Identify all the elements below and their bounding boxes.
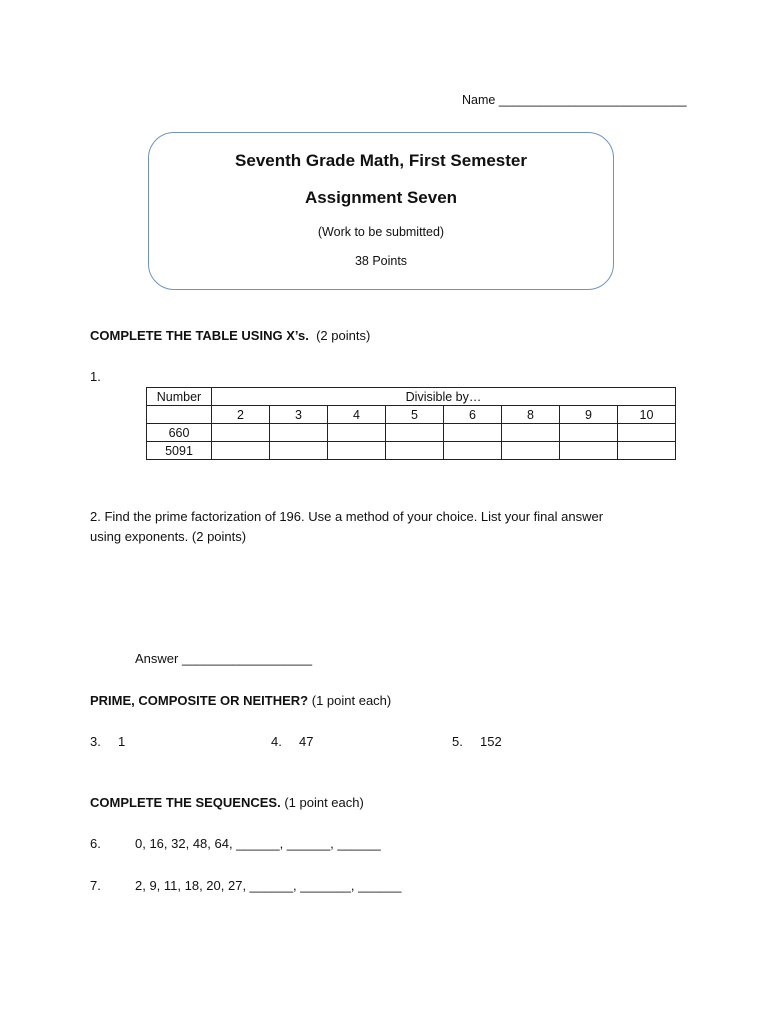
divisor-header: 5	[386, 406, 444, 424]
question-number-6: 6.	[90, 836, 101, 851]
question-2-line-1: 2. Find the prime factorization of 196. Use a method of your choice. List your final answer	[90, 509, 604, 524]
divisibility-table	[146, 387, 676, 460]
divisor-header: 4	[328, 406, 386, 424]
answer-cell[interactable]	[560, 442, 618, 460]
divisor-header: 3	[270, 406, 328, 424]
answer-cell[interactable]	[212, 442, 270, 460]
question-4-value: 47	[299, 734, 314, 749]
table-row	[147, 424, 676, 442]
table-header-row	[147, 388, 676, 406]
answer-cell[interactable]	[618, 442, 676, 460]
question-number-3: 3.	[90, 734, 101, 749]
answer-cell[interactable]	[386, 442, 444, 460]
section-heading-text: PRIME, COMPOSITE OR NEITHER?	[90, 693, 309, 708]
divisor-header: 2	[212, 406, 270, 424]
question-5-value: 152	[480, 734, 502, 749]
question-number-7: 7.	[90, 878, 101, 893]
answer-cell[interactable]	[618, 424, 676, 442]
section-sequences-heading	[90, 795, 364, 810]
divisor-header: 9	[560, 406, 618, 424]
name-field-line[interactable]: Name ___________________________	[462, 93, 687, 107]
answer-cell[interactable]	[560, 424, 618, 442]
divisor-header: 6	[444, 406, 502, 424]
total-points: 38 Points	[354, 254, 408, 268]
title-box	[148, 132, 614, 290]
answer-cell[interactable]	[270, 442, 328, 460]
number-column-header: Number	[147, 388, 212, 406]
section-heading-text: COMPLETE THE SEQUENCES.	[90, 795, 281, 810]
row-number-label: 5091	[147, 442, 212, 460]
question-number-4: 4.	[271, 734, 282, 749]
question-3-value: 1	[118, 734, 126, 749]
answer-cell[interactable]	[328, 424, 386, 442]
sequence-6[interactable]: 0, 16, 32, 48, 64, ______, ______, ______	[135, 836, 381, 851]
submission-note: (Work to be submitted)	[317, 225, 445, 239]
answer-cell[interactable]	[444, 442, 502, 460]
answer-cell[interactable]	[502, 424, 560, 442]
question-number-5: 5.	[452, 734, 463, 749]
section-points: (2 points)	[316, 328, 371, 343]
table-cell	[147, 406, 212, 424]
table-row	[147, 442, 676, 460]
divisor-header: 10	[618, 406, 676, 424]
divisor-row	[147, 406, 676, 424]
document-title: Seventh Grade Math, First Semester	[235, 151, 527, 170]
divisible-by-header: Divisible by…	[212, 388, 676, 406]
section-table-heading	[90, 328, 370, 343]
assignment-title: Assignment Seven	[304, 188, 458, 207]
answer-cell[interactable]	[386, 424, 444, 442]
row-number-label: 660	[147, 424, 212, 442]
question-number-1: 1.	[90, 369, 101, 384]
section-points: (1 point each)	[311, 693, 392, 708]
answer-cell[interactable]	[444, 424, 502, 442]
question-2-line-2: using exponents. (2 points)	[90, 529, 247, 544]
divisor-header: 8	[502, 406, 560, 424]
section-heading-text: COMPLETE THE TABLE USING X’s.	[90, 328, 309, 343]
answer-cell[interactable]	[212, 424, 270, 442]
answer-cell[interactable]	[502, 442, 560, 460]
answer-cell[interactable]	[270, 424, 328, 442]
answer-line[interactable]: Answer __________________	[135, 651, 313, 666]
answer-cell[interactable]	[328, 442, 386, 460]
sequence-7[interactable]: 2, 9, 11, 18, 20, 27, ______, _______, ______	[135, 878, 402, 893]
section-points: (1 point each)	[284, 795, 364, 810]
section-prime-heading	[90, 693, 391, 708]
